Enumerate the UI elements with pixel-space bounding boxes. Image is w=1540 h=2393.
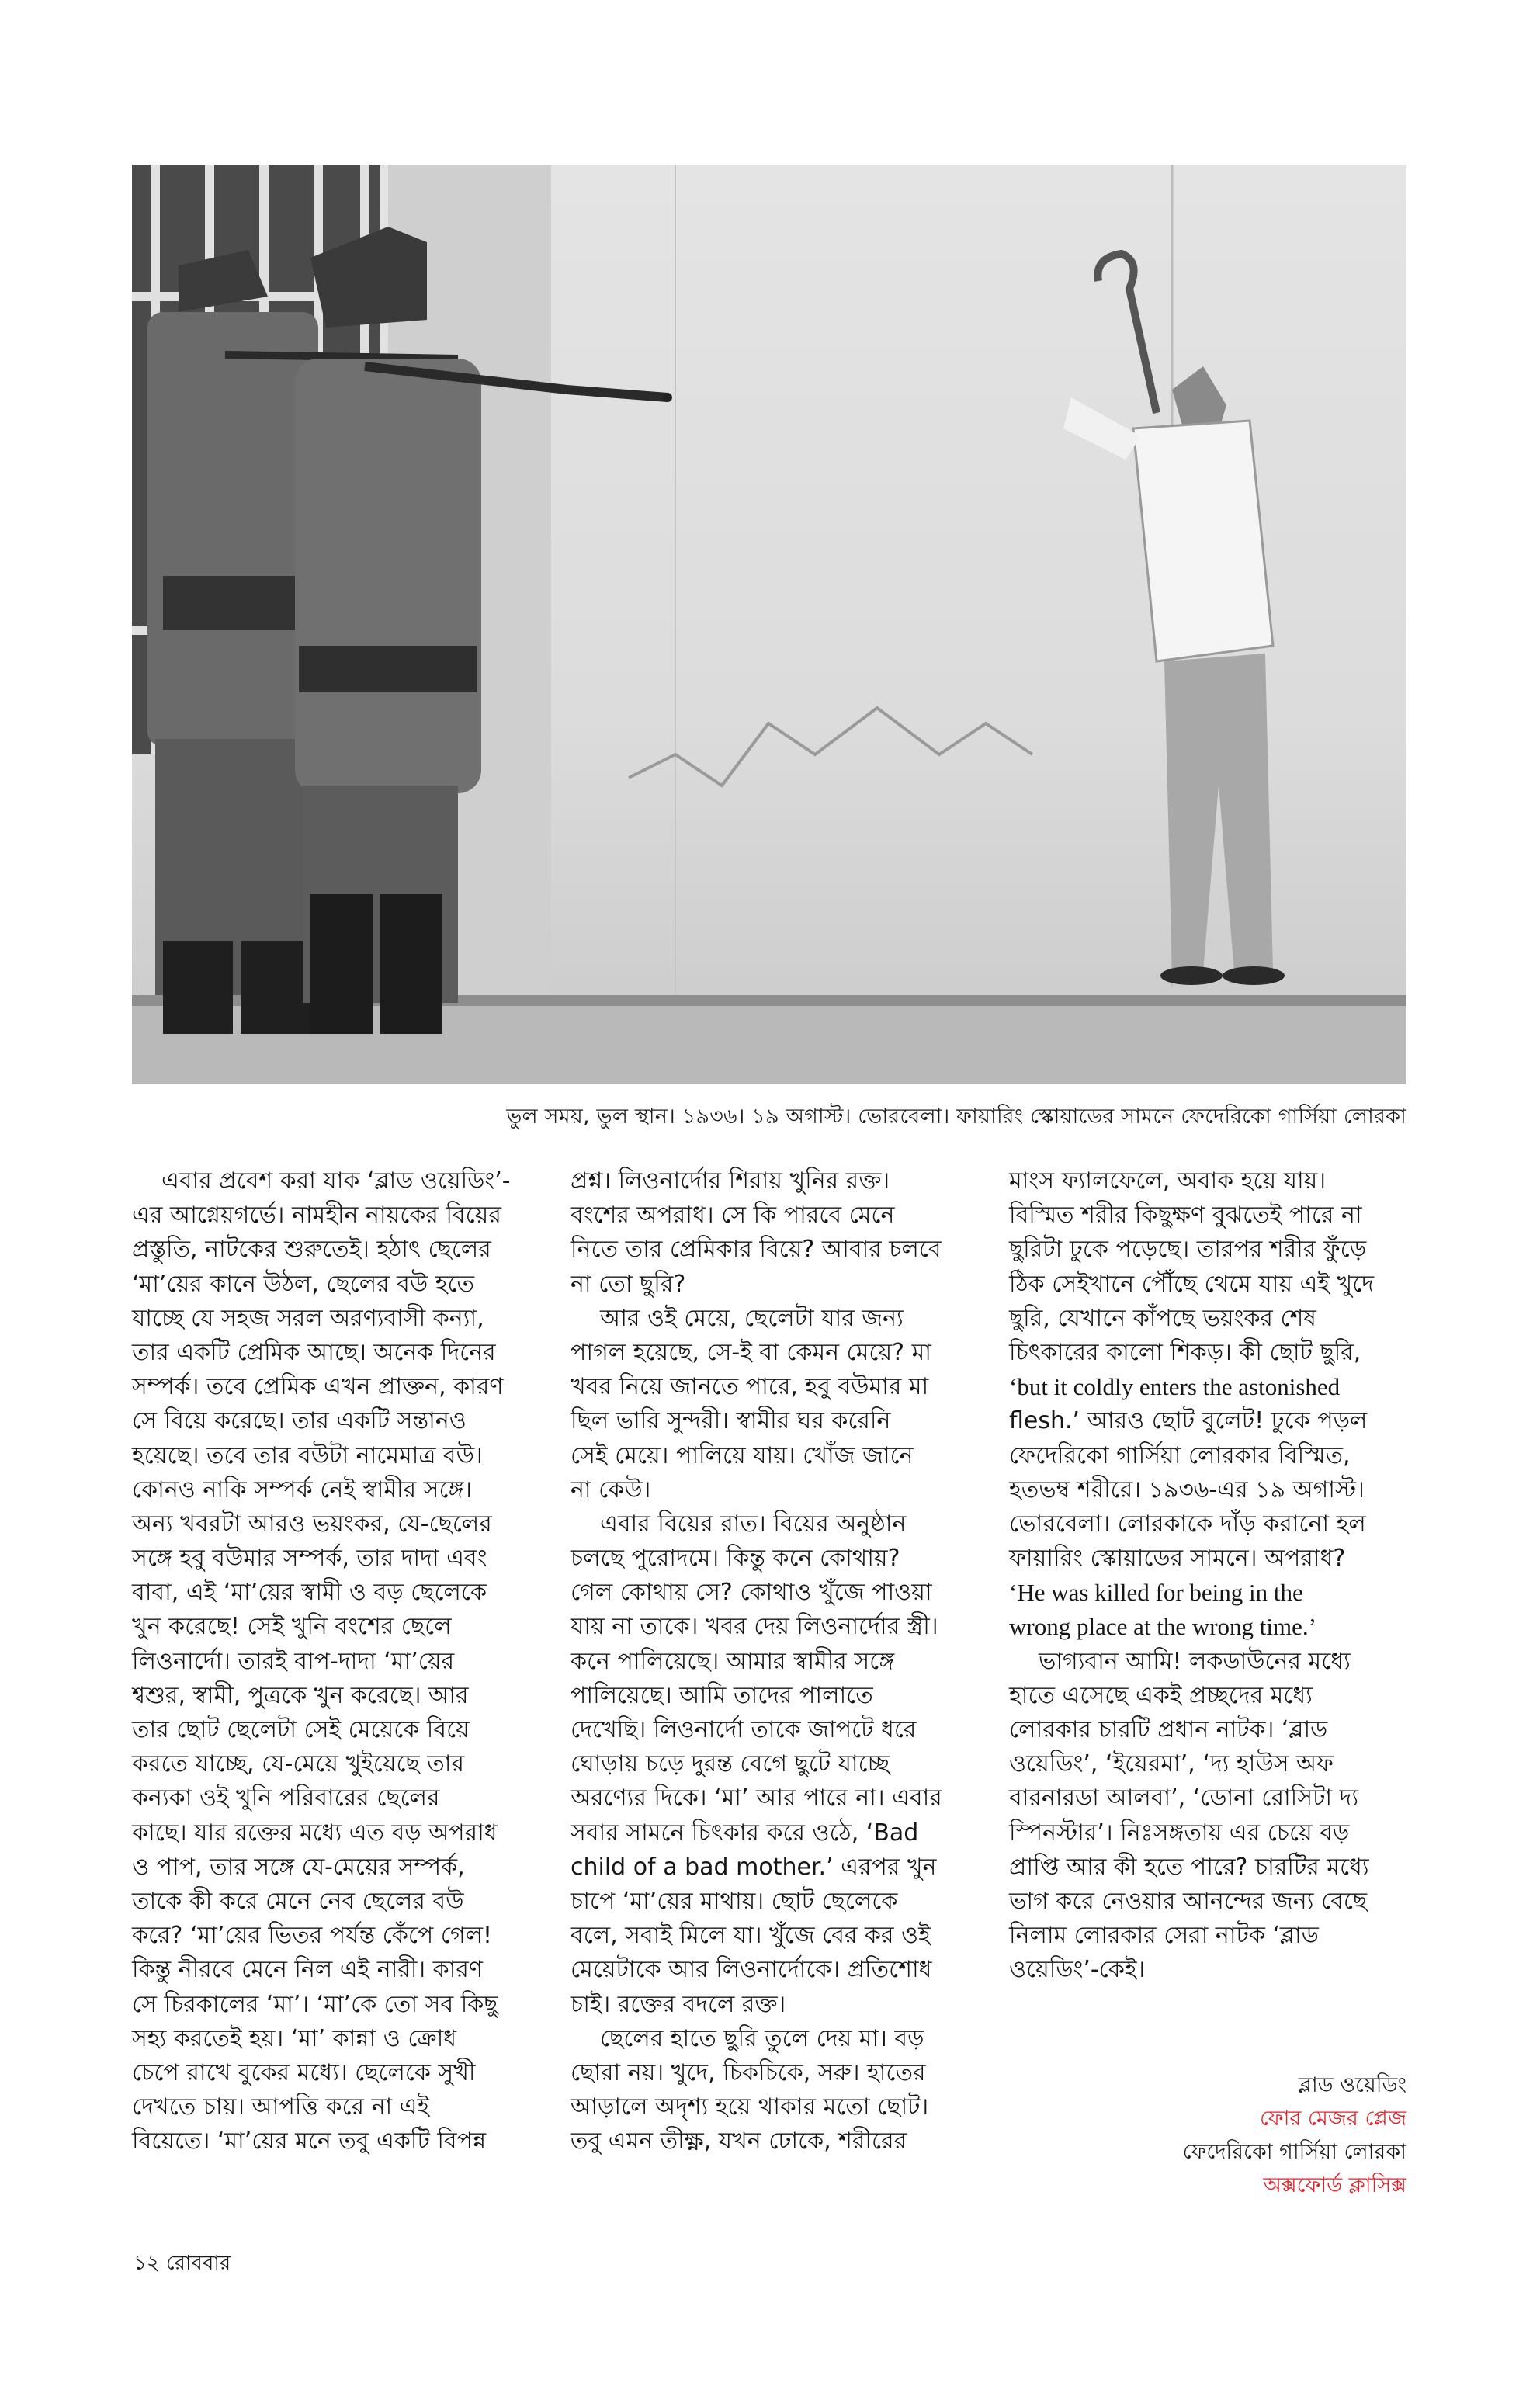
page-footer: [134, 2247, 231, 2281]
article-line: ভাগ্যবান আমি! লকডাউনের মধ্যে: [1039, 1647, 1351, 1675]
book-publisher: অক্সফোর্ড ক্লাসিক্স: [1263, 2173, 1406, 2197]
article-line: লিওনার্দো। তারই বাপ-দাদা ‘মা’য়ের: [132, 1647, 455, 1675]
article-line: এবার প্রবেশ করা যাক ‘ব্লাড ওয়েডিং’-: [161, 1167, 511, 1195]
article-column-2: [571, 1164, 974, 2159]
article-line: ছেলের হাতে ছুরি তুলে দেয় মা। বড়: [600, 2024, 924, 2052]
article-line: যায় না তাকে। খবর দেয় লিওনার্দোর স্ত্রী।: [571, 1613, 938, 1641]
article-line: কিন্তু নীরবে মেনে নিল এই নারী। কারণ: [132, 1956, 484, 1984]
photo-caption: ভুল সময়, ভুল স্থান। ১৯৩৬। ১৯ অগাস্ট। ভোরবেলা। ফায়ারিং স্কোয়াডের সামনে ফেদেরিকো গার্সিয়া লোরকা: [506, 1105, 1406, 1129]
article-line: অন্য খবরটা আরও ভয়ংকর, যে-ছেলের: [132, 1510, 492, 1538]
article-line: মাংস ফ্যালফেলে, অবাক হয়ে যায়।: [1009, 1167, 1327, 1195]
article-line: সঙ্গে হবু বউমার সম্পর্ক, তার দাদা এবং: [132, 1545, 487, 1573]
article-line: সে বিয়ে করেছে। তার একটি সন্তানও: [132, 1407, 467, 1435]
article-line: ঠিক সেইখানে পৌঁছে থেমে যায় এই খুদে: [1009, 1270, 1375, 1298]
article-line: প্রাপ্তি আর কী হতে পারে? চারটির মধ্যে: [1009, 1853, 1369, 1881]
article-line: ওয়েডিং’-কেই।: [1009, 1956, 1146, 1984]
article-line: প্রশ্ন। লিওনার্দোর শিরায় খুনির রক্ত।: [571, 1167, 890, 1195]
article-line: বিস্মিত শরীর কিছুক্ষণ বুঝতেই পারে না: [1009, 1202, 1362, 1229]
article-line: পাগল হয়েছে, সে-ই বা কেমন মেয়ে? মা: [571, 1338, 931, 1366]
article-line: খবর নিয়ে জানতে পারে, হবু বউমার মা: [571, 1373, 929, 1401]
article-line: ফায়ারিং স্কোয়াডের সামনে। অপরাধ?: [1009, 1545, 1346, 1573]
article-line: আড়ালে অদৃশ্য হয়ে থাকার মতো ছোট।: [571, 2093, 929, 2121]
article-line: পালিয়েছে। আমি তাদের পালাতে: [571, 1681, 873, 1709]
article-line: ছুরি, যেখানে কাঁপছে ভয়ংকর শেষ: [1009, 1304, 1316, 1332]
article-line: বিয়েতে। ‘মা’য়ের মনে তবু একটি বিপন্ন: [132, 2128, 487, 2155]
article-line: মেয়েটাকে আর লিওনার্দোকে। প্রতিশোধ: [571, 1956, 932, 1984]
article-column-3: [1009, 1164, 1413, 1988]
article-line: নিলাম লোরকার সেরা নাটক ‘ব্লাড: [1009, 1922, 1319, 1950]
article-line: চেপে রাখে বুকের মধ্যে। ছেলেকে সুখী: [132, 2058, 476, 2086]
article-line: ‘মা’য়ের কানে উঠল, ছেলের বউ হতে: [132, 1270, 475, 1298]
article-line: সেই মেয়ে। পালিয়ে যায়। খোঁজ জানে: [571, 1441, 914, 1469]
article-line: ‘He was killed for being in the: [1009, 1579, 1303, 1607]
article-line: কোনও নাকি সম্পর্ক নেই স্বামীর সঙ্গে।: [132, 1476, 473, 1503]
article-line: ও পাপ, তার সঙ্গে যে-মেয়ের সম্পর্ক,: [132, 1853, 465, 1881]
article-line: বাবা, এই ‘মা’য়ের স্বামী ও বড় ছেলেকে: [132, 1579, 487, 1607]
article-line: ভাগ করে নেওয়ার আনন্দের জন্য বেছে: [1009, 1887, 1368, 1915]
article-line: বারনারডা আলবা’, ‘ডোনা রোসিটা দ্য: [1009, 1784, 1359, 1812]
article-line: ঘোড়ায় চড়ে দুরন্ত বেগে ছুটে যাচ্ছে: [571, 1750, 890, 1778]
article-line: child of a bad mother.’ এরপর খুন: [571, 1853, 937, 1881]
article-line: তাকে কী করে মেনে নেব ছেলের বউ: [132, 1887, 464, 1915]
article-line: দেখেছি। লিওনার্দো তাকে জাপটে ধরে: [571, 1716, 917, 1743]
book-author: ফেদেরিকো গার্সিয়া লোরকা: [1182, 2140, 1406, 2164]
article-line: কাছে। যার রক্তের মধ্যে এত বড় অপরাধ: [132, 1819, 498, 1847]
article-line: সহ্য করতেই হয়। ‘মা’ কান্না ও ক্রোধ: [132, 2024, 457, 2052]
article-line: এর আগ্নেয়গর্ভে। নামহীন নায়কের বিয়ের: [132, 1202, 501, 1229]
article-line: কনে পালিয়েছে। আমার স্বামীর সঙ্গে: [571, 1647, 895, 1675]
article-line: অরণ্যের দিকে। ‘মা’ আর পারে না। এবার: [571, 1784, 942, 1812]
article-line: তার ছোট ছেলেটা সেই মেয়েকে বিয়ে: [132, 1716, 470, 1743]
article-line: যাচ্ছে যে সহজ সরল অরণ্যবাসী কন্যা,: [132, 1304, 484, 1332]
article-line: চলছে পুরোদমে। কিন্তু কনে কোথায়?: [571, 1545, 900, 1573]
article-line: ভোরবেলা। লোরকাকে দাঁড় করানো হল: [1009, 1510, 1366, 1538]
article-line: নিতে তার প্রেমিকার বিয়ে? আবার চলবে: [571, 1236, 942, 1264]
article-line: হতভম্ব শরীরে। ১৯৩৬-এর ১৯ অগাস্ট।: [1009, 1476, 1365, 1503]
article-line: সবার সামনে চিৎকার করে ওঠে, ‘Bad: [571, 1819, 919, 1847]
book-credits: [1183, 2069, 1406, 2202]
book-title: ব্লাড ওয়েডিং: [1298, 2073, 1406, 2097]
article-line: কন্যকা ওই খুনি পরিবারের ছেলের: [132, 1784, 440, 1812]
article-line: ছিল ভারি সুন্দরী। স্বামীর ঘর করেনি: [571, 1407, 891, 1435]
article-line: ‘but it coldly enters the astonished: [1009, 1373, 1341, 1401]
article-line: চাপে ‘মা’য়ের মাথায়। ছোট ছেলেকে: [571, 1887, 898, 1915]
article-line: না কেউ।: [571, 1476, 651, 1503]
article-line: তবু এমন তীক্ষ্ণ, যখন ঢোকে, শরীরের: [571, 2128, 907, 2155]
article-line: চিৎকারের কালো শিকড়। কী ছোট ছুরি,: [1009, 1338, 1361, 1366]
article-line: wrong place at the wrong time.’: [1009, 1613, 1316, 1641]
article-line: flesh.’ আরও ছোট বুলেট! ঢুকে পড়ল: [1009, 1407, 1368, 1435]
article-line: বলে, সবাই মিলে যা। খুঁজে বের কর ওই: [571, 1922, 931, 1950]
article-line: বংশের অপরাধ। সে কি পারবে মেনে: [571, 1202, 895, 1229]
article-line: প্রস্তুতি, নাটকের শুরুতেই। হঠাৎ ছেলের: [132, 1236, 491, 1264]
article-line: না তো ছুরি?: [571, 1270, 686, 1298]
article-line: ছোরা নয়। খুদে, চিকচিকে, সরু। হাতের: [571, 2058, 926, 2086]
article-line: শ্বশুর, স্বামী, পুত্রকে খুন করেছে। আর: [132, 1681, 469, 1709]
article-line: ফেদেরিকো গার্সিয়া লোরকার বিস্মিত,: [1009, 1441, 1351, 1469]
article-line: স্পিনস্টার’। নিঃসঙ্গতায় এর চেয়ে বড়: [1009, 1819, 1350, 1847]
firing-squad-photo: [132, 165, 1406, 1084]
publication-name: রোববার: [166, 2252, 231, 2275]
article-line: গেল কোথায় সে? কোথাও খুঁজে পাওয়া: [571, 1579, 932, 1607]
article-line: হাতে এসেছে একই প্রচ্ছদের মধ্যে: [1009, 1681, 1313, 1709]
article-line: দেখতে চায়। আপত্তি করে না এই: [132, 2093, 430, 2121]
page-number: ১২: [134, 2252, 160, 2275]
article-line: সম্পর্ক। তবে প্রেমিক এখন প্রাক্তন, কারণ: [132, 1373, 504, 1401]
article-line: খুন করেছে! সেই খুনি বংশের ছেলে: [132, 1613, 452, 1641]
article-line: লোরকার চারটি প্রধান নাটক। ‘ব্লাড: [1009, 1716, 1328, 1743]
article-line: হয়েছে। তবে তার বউটা নামেমাত্র বউ।: [132, 1441, 483, 1469]
article-line: তার একটি প্রেমিক আছে। অনেক দিনের: [132, 1338, 496, 1366]
article-line: সে চিরকালের ‘মা’। ‘মা’কে তো সব কিছু: [132, 1990, 498, 2018]
photo-illustration: [132, 165, 1406, 1084]
article-line: করে? ‘মা’য়ের ভিতর পর্যন্ত কেঁপে গেল!: [132, 1922, 492, 1950]
article-line: ওয়েডিং’, ‘ইয়েরমা’, ‘দ্য হাউস অফ: [1009, 1750, 1334, 1778]
article-line: করতে যাচ্ছে, যে-মেয়ে খুইয়েছে তার: [132, 1750, 464, 1778]
translated-title: ফোর মেজর প্লেজ: [1259, 2107, 1406, 2131]
article-line: ছুরিটা ঢুকে পড়েছে। তারপর শরীর ফুঁড়ে: [1009, 1236, 1367, 1264]
article-line: চাই। রক্তের বদলে রক্ত।: [571, 1990, 786, 2018]
article-column-1: [132, 1164, 536, 2159]
article-line: আর ওই মেয়ে, ছেলেটা যার জন্য: [600, 1304, 904, 1332]
article-line: এবার বিয়ের রাত। বিয়ের অনুষ্ঠান: [600, 1510, 907, 1538]
